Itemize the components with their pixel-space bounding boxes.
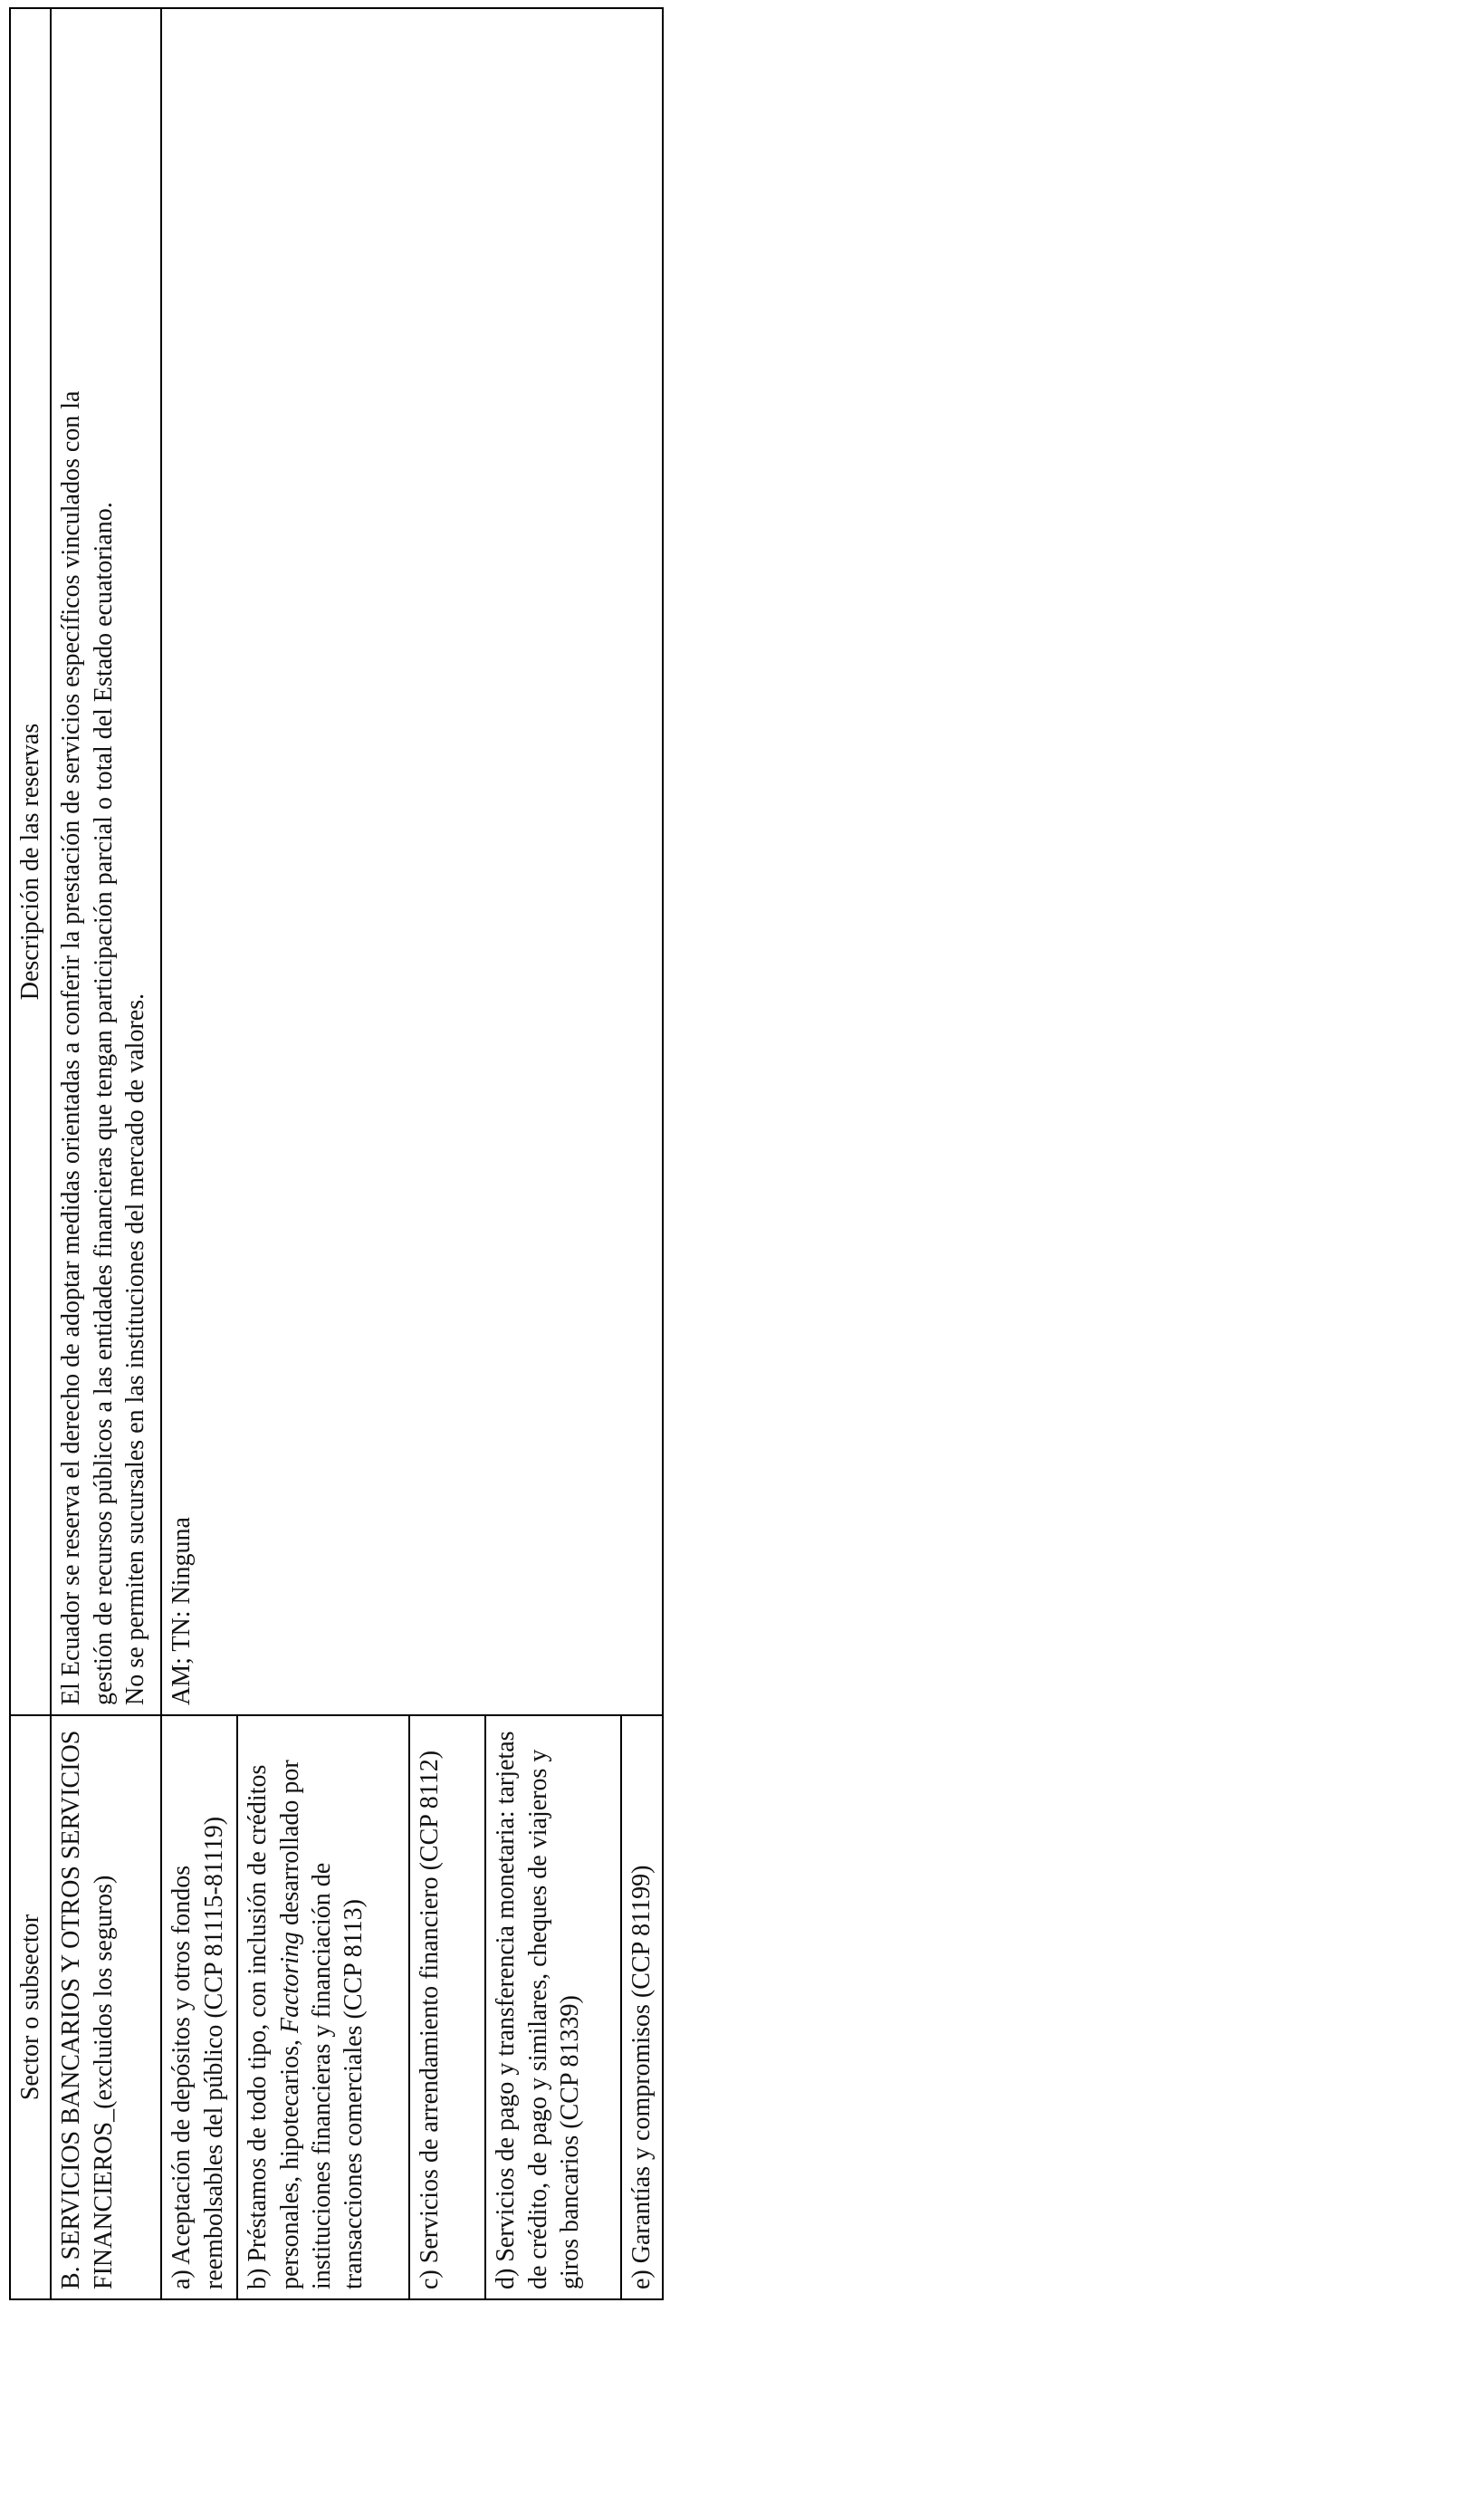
subsector-b-text: b) Préstamos de todo tipo, con inclusión de créditos personales, hipotecarios, (244, 1764, 304, 2289)
section-description-line: El Ecuador se reserva el derecho de adoptar medidas orientadas a conferir la prestación de servicios específicos vinculados con la (57, 390, 86, 1705)
section-row (51, 8, 161, 2299)
section-description (51, 8, 161, 1715)
subsector-d: d) Servicios de pago y transferencia monetaria: tarjetas de crédito, de pago y similares, cheques de viajeros y giros bancarios (CCP 81339) (485, 1715, 621, 2299)
reservations-table (9, 7, 664, 2300)
section-title: B. SERVICIOS BANCARIOS Y OTROS SERVICIOS FINANCIEROS_(excluidos los seguros) (51, 1715, 161, 2299)
subsector-c: c) Servicios de arrendamiento financiero (CCP 8112) (409, 1715, 485, 2299)
header-description: Descripción de las reservas (10, 8, 51, 1715)
header-sector: Sector o subsector (10, 1715, 51, 2299)
subsector-b (237, 1715, 409, 2299)
subsector-reservation: AM; TN: Ninguna (161, 8, 662, 1715)
section-description-line: gestión de recursos públicos a las entidades financieras que tengan participación parcial o total del Estado ecuatoriano. (89, 502, 118, 1705)
section-description-line: No se permiten sucursales en las instituciones del mercado de valores. (120, 993, 149, 1705)
subsector-a: a) Aceptación de depósitos y otros fondos reembolsables del público (CCP 81115-81119) (161, 1715, 237, 2299)
subsector-b-text-end: desarrollado por instituciones financieras y financiación de transacciones comerciales (CCP 8113) (275, 1760, 369, 2289)
rotated-page (9, 9, 656, 2300)
subsector-row (161, 8, 237, 2299)
subsector-b-italic-term: Factoring (275, 1931, 304, 2033)
subsector-e: e) Garantías y compromisos (CCP 81199) (621, 1715, 662, 2299)
header-row (10, 8, 51, 2299)
